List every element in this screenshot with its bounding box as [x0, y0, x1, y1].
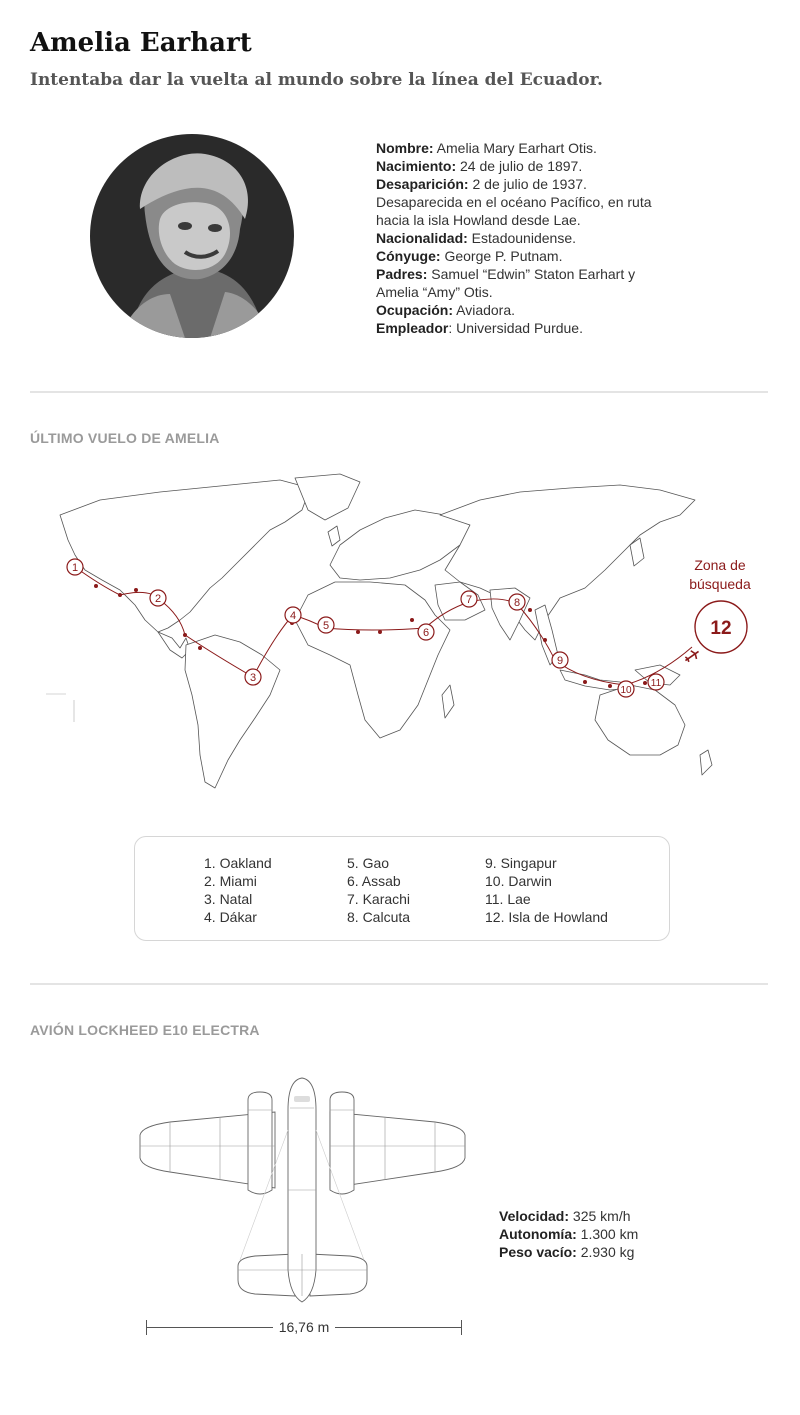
svg-text:8: 8 [513, 597, 521, 609]
legend-item: 8. Calcuta [347, 909, 411, 925]
stop-marker-10 [618, 681, 634, 697]
stop-marker-8 [509, 594, 525, 610]
bio-row-employer: Empleador: Universidad Purdue. [376, 320, 583, 336]
bio-row-disappearance-detail-1: Desaparecida en el océano Pacífico, en ruta [376, 194, 652, 210]
spec-speed: Velocidad: 325 km/h [499, 1208, 631, 1224]
australia-shape [595, 685, 685, 755]
bio-row-name: Nombre: Amelia Mary Earhart Otis. [376, 140, 597, 156]
bio-row-disappearance: Desaparición: 2 de julio de 1937. [376, 176, 587, 192]
stop-marker-3 [245, 669, 261, 685]
portrait-image [90, 134, 294, 338]
legend-item: 7. Karachi [347, 891, 411, 907]
svg-text:7: 7 [465, 594, 473, 606]
airplane-diagram [130, 1070, 475, 1340]
uk-shape [328, 526, 340, 546]
north-america-shape [60, 480, 310, 632]
stop-marker-4 [285, 607, 301, 623]
airplane-specs [499, 1207, 638, 1261]
stops-legend [134, 836, 670, 941]
spec-empty-weight: Peso vacío: 2.930 kg [499, 1244, 635, 1260]
stop-marker-6 [418, 624, 434, 640]
svg-text:9: 9 [556, 655, 564, 667]
svg-text:5: 5 [322, 620, 330, 632]
svg-text:2: 2 [154, 593, 162, 605]
bio-row-disappearance-detail-2: hacia la isla Howland desde Lae. [376, 212, 581, 228]
greenland-shape [295, 474, 360, 520]
bio-row-parents-2: Amelia “Amy” Otis. [376, 284, 493, 300]
divider [30, 983, 768, 985]
legend-item: 12. Isla de Howland [485, 909, 608, 925]
bio-row-spouse: Cónyuge: George P. Putnam. [376, 248, 563, 264]
svg-text:1: 1 [71, 562, 79, 574]
legend-item: 10. Darwin [485, 873, 552, 889]
south-america-shape [185, 635, 280, 788]
svg-text:6: 6 [422, 627, 430, 639]
bio-row-parents: Padres: Samuel “Edwin” Staton Earhart y [376, 266, 636, 282]
divider [30, 391, 768, 393]
flight-heading: ÚLTIMO VUELO DE AMELIA [30, 430, 220, 446]
stop-marker-1 [67, 559, 83, 575]
svg-text:10: 10 [620, 685, 632, 696]
bio-list [376, 139, 676, 337]
bio-row-nationality: Nacionalidad: Estadounidense. [376, 230, 576, 246]
new-zealand-shape [700, 750, 712, 775]
bio-row-occupation: Ocupación: Aviadora. [376, 302, 516, 318]
africa-shape [295, 582, 450, 738]
stop-marker-9 [552, 652, 568, 668]
legend-column-2 [347, 854, 410, 926]
legend-item: 4. Dákar [204, 909, 257, 925]
svg-text:11: 11 [650, 678, 662, 689]
wingspan-label: 16,76 m [273, 1319, 336, 1335]
airplane-icon [683, 647, 702, 664]
legend-item: 1. Oakland [204, 855, 272, 871]
legend-item: 3. Natal [204, 891, 253, 907]
legend-item: 2. Miami [204, 873, 257, 889]
stop-marker-2 [150, 590, 166, 606]
plane-heading: AVIÓN LOCKHEED E10 ELECTRA [30, 1022, 260, 1038]
legend-item: 11. Lae [485, 891, 531, 907]
stop-marker-7 [461, 591, 477, 607]
svg-text:12: 12 [710, 618, 732, 639]
page-title: Amelia Earhart [30, 28, 252, 58]
asia-shape [440, 485, 695, 640]
stop-marker-5 [318, 617, 334, 633]
search-zone [689, 557, 751, 653]
bio-row-birth: Nacimiento: 24 de julio de 1897. [376, 158, 583, 174]
svg-text:4: 4 [289, 610, 297, 622]
legend-item: 9. Singapur [485, 855, 557, 871]
legend-item: 5. Gao [347, 855, 390, 871]
svg-text:búsqueda: búsqueda [689, 576, 751, 592]
spec-range: Autonomía: 1.300 km [499, 1226, 639, 1242]
wingspan-dimension [145, 1318, 463, 1338]
stop-marker-11 [648, 674, 664, 690]
page-subtitle: Intentaba dar la vuelta al mundo sobre la línea del Ecuador. [30, 70, 603, 90]
madagascar-shape [442, 685, 454, 718]
svg-text:Zona de: Zona de [694, 557, 746, 573]
legend-column-3 [485, 854, 608, 926]
svg-text:3: 3 [249, 672, 257, 684]
world-route-map [40, 470, 780, 805]
legend-column-1 [204, 854, 272, 926]
legend-item: 6. Assab [347, 873, 401, 889]
